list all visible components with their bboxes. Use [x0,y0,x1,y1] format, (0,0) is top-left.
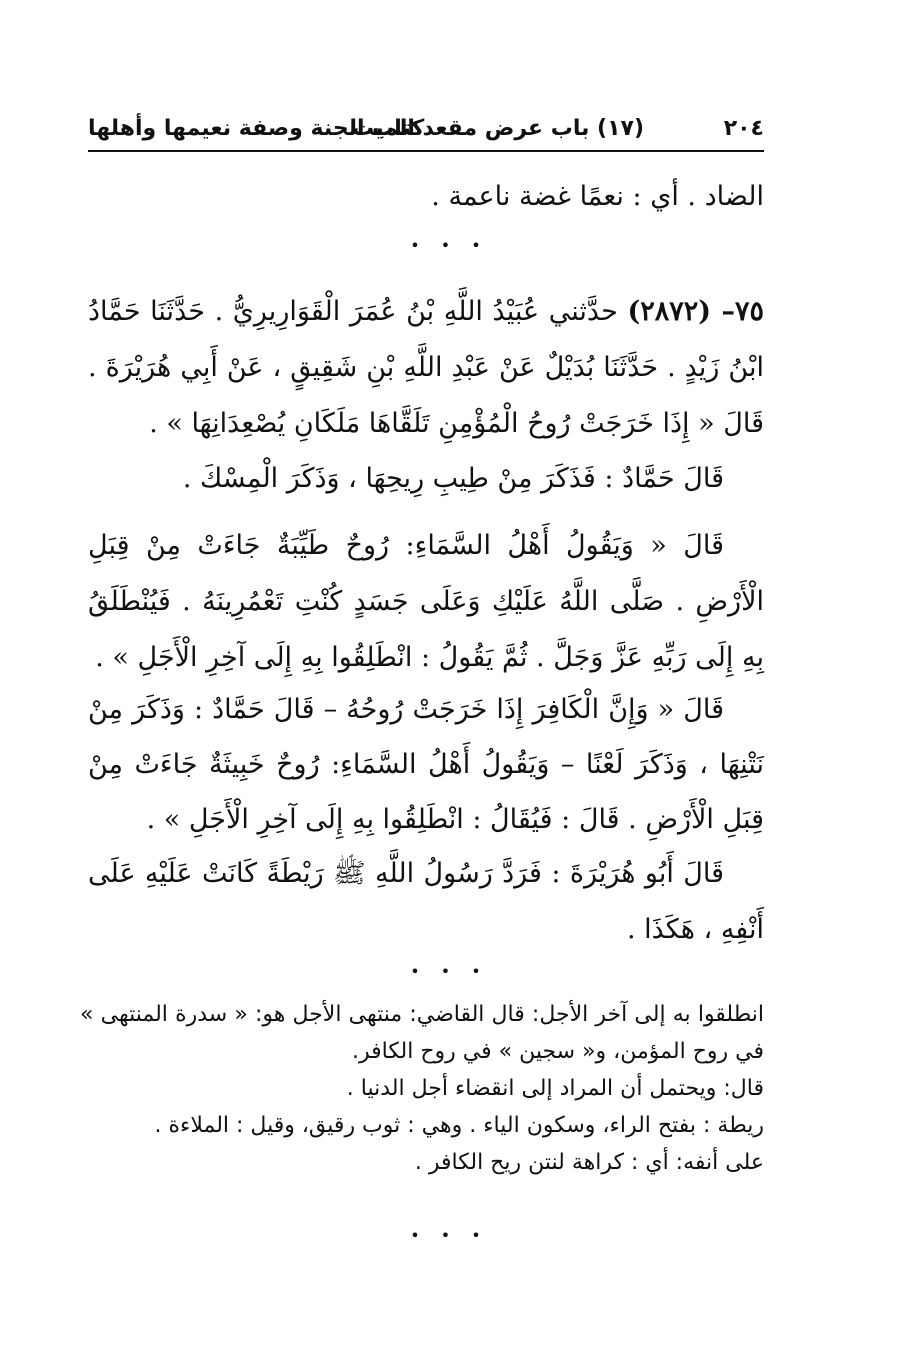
top-line: الضاد . أي : نعمًا غضة ناعمة . [431,181,764,212]
page-number: ٢٠٤ [723,116,764,141]
paragraph-2 [88,518,764,686]
hadith-isnad: حدَّثني عُبَيْدُ اللَّهِ بْنُ عُمَرَ الْقَوَارِيرِيُّ . حَدَّثَنَا حَمَّادُ ابْنُ زَيْدٍ . حَدَّثَنَا بُدَيْلٌ عَنْ عَبْدِ اللَّهِ بْنِ شَقِيقٍ ، عَنْ أَبِي هُرَيْرَةَ . قَالَ « إِذَا خَرَجَتْ رُوحُ الْمُؤْمِنِ تَلَقَّاهَا مَلَكَانِ يُصْعِدَانِهَا » . [88,296,764,439]
book-title: كتاب الجنة وصفة نعيمها وأهلها [88,116,425,141]
hadith-number: ٧٥– (٢٨٧٢) [627,296,764,327]
paragraph-3 [88,682,764,847]
hadith-para-4: قَالَ أَبُو هُرَيْرَةَ : فَرَدَّ رَسُولُ اللَّهِ ﷺ رَيْطَةً كَانَتْ عَلَيْهِ عَلَى أَنْفِهِ ، هَكَذَا . [88,858,764,945]
separator-2: • • • [410,962,489,981]
running-header [88,110,764,152]
note-3: ريطة : بفتح الراء، وسكون الياء . وهي : ثوب رقيق، وقيل : الملاءة . [154,1113,764,1138]
note-1: انطلقوا به إلى آخر الأجل: قال القاضي: منتهى الأجل هو: « سدرة المنتهى » في روح المؤمن، و« سجين » في روح الكافر. [80,1002,764,1064]
hadith-para-2: قَالَ « وَيَقُولُ أَهْلُ السَّمَاءِ: رُوحٌ طَيِّبَةٌ جَاءَتْ مِنْ قِبَلِ الْأَرْضِ . صَلَّى اللَّهُ عَلَيْكِ وَعَلَى جَسَدٍ كُنْتِ تَعْمُرِينَهُ . فَيُنْطَلَقُ بِهِ إِلَى رَبِّهِ عَزَّ وَجَلَّ . ثُمَّ يَقُولُ : انْطَلِقُوا بِهِ إِلَى آخِرِ الْأَجَلِ » . [88,530,764,673]
hadith-para-3: قَالَ « وَإِنَّ الْكَافِرَ إِذَا خَرَجَتْ رُوحُهُ – قَالَ حَمَّادٌ : وَذَكَرَ مِنْ نَتْنِهَا ، وَذَكَرَ لَعْنًا – وَيَقُولُ أَهْلُ السَّمَاءِ: رُوحٌ خَبِيثَةٌ جَاءَتْ مِنْ قِبَلِ الْأَرْضِ . قَالَ : فَيُقَالُ : انْطَلِقُوا بِهِ إِلَى آخِرِ الْأَجَلِ » . [88,694,764,835]
hadith-para-1: قَالَ حَمَّادٌ : فَذَكَرَ مِنْ طِيبِ رِيحِهَا ، وَذَكَرَ الْمِسْكَ . [182,463,724,494]
chapter-title: (١٧) باب عرض مقعد الميت [352,116,644,141]
paragraph-1 [88,450,764,507]
separator-3: • • • [410,1226,489,1245]
hadith-text [88,284,764,452]
note-2: قال: ويحتمل أن المراد إلى انقضاء أجل الدنيا . [346,1076,764,1101]
separator-1: • • • [410,236,489,255]
footnotes [80,996,764,1181]
hadith-isnad-paragraph [88,284,764,452]
paragraph-4 [88,846,764,958]
note-4: على أنفه: أي : كراهة لنتن ريح الكافر . [414,1150,764,1175]
continued-text [88,168,764,225]
